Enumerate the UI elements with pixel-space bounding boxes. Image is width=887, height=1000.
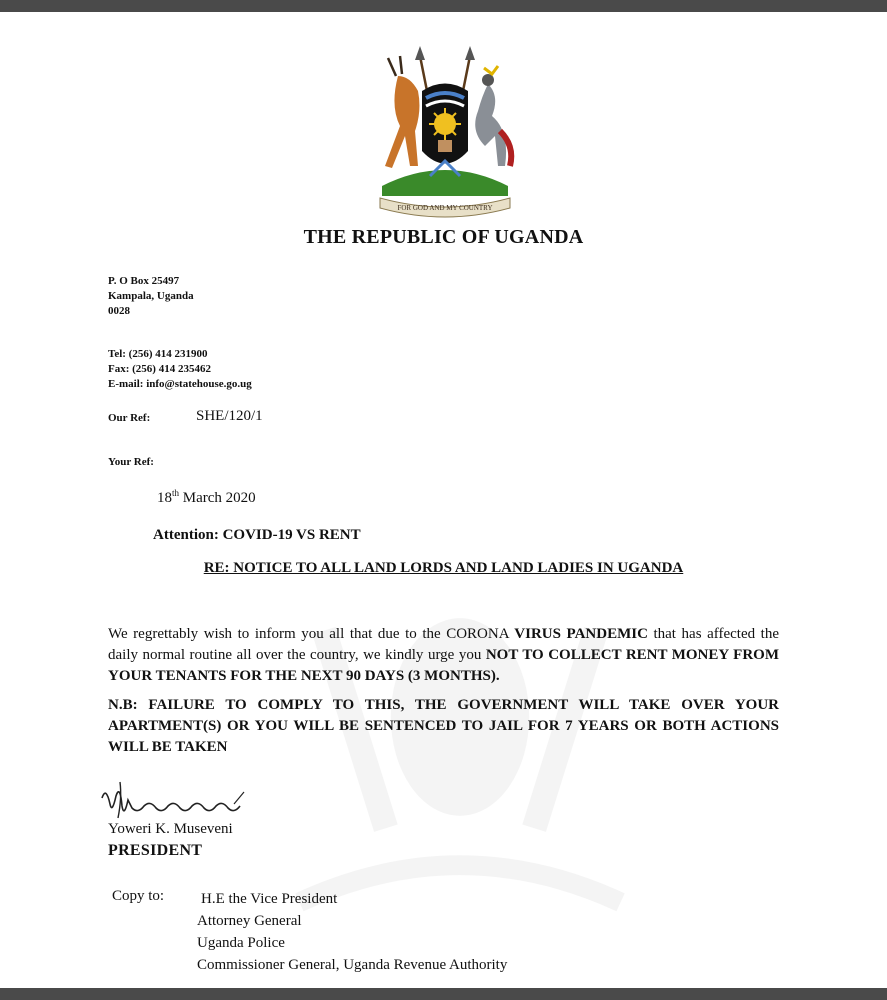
- contact-block: [108, 347, 252, 392]
- letter-date: [157, 488, 256, 507]
- email-line: E-mail: info@statehouse.go.ug: [108, 378, 252, 390]
- copy-recipient: Uganda Police: [197, 935, 285, 951]
- body-text-3: that has affected the daily normal routine all over the country, we kindly urge you: [108, 626, 779, 663]
- signatory-title: PRESIDENT: [108, 842, 203, 859]
- body-text-4: NOT TO COLLECT RENT MONEY FROM YOUR TENANTS FOR THE NEXT 90 DAYS (3 MONTHS).: [108, 647, 779, 684]
- fax-line: Fax: (256) 414 235462: [108, 363, 211, 375]
- address-line: P. O Box 25497: [108, 275, 180, 287]
- nb-paragraph: N.B: FAILURE TO COMPLY TO THIS, THE GOVERNMENT WILL TAKE OVER YOUR APARTMENT(S) OR YOU WILL BE SENTENCED TO JAIL FOR 7 YEARS OR BOTH ACTIONS WILL BE TAKEN: [108, 697, 779, 755]
- our-ref-value: SHE/120/1: [196, 408, 263, 424]
- date-suffix: th: [172, 488, 180, 498]
- signatory-name: Yoweri K. Museveni: [108, 821, 233, 837]
- copy-recipients: [197, 888, 507, 976]
- letter-page: [0, 12, 887, 988]
- body-paragraph: [108, 624, 779, 687]
- svg-text:FOR GOD AND MY COUNTRY: FOR GOD AND MY COUNTRY: [397, 204, 493, 212]
- tel-line: Tel: (256) 414 231900: [108, 348, 208, 360]
- subject-line: RE: NOTICE TO ALL LAND LORDS AND LAND LADIES IN UGANDA: [203, 560, 684, 576]
- copy-recipient: H.E the Vice President: [201, 891, 338, 907]
- postal-address: [108, 274, 194, 319]
- body-text-1: We regrettably wish to inform you all that due to the CORONA: [108, 626, 515, 642]
- date-day: 18: [157, 490, 172, 506]
- address-line: 0028: [108, 305, 130, 317]
- copy-recipient: Attorney General: [197, 913, 302, 929]
- attention-line: Attention: COVID-19 VS RENT: [153, 527, 361, 543]
- our-ref-label: Our Ref:: [108, 412, 151, 424]
- address-line: Kampala, Uganda: [108, 290, 194, 302]
- copy-recipient: Commissioner General, Uganda Revenue Authority: [197, 957, 508, 973]
- copy-to-label: Copy to:: [112, 888, 165, 904]
- body-text-2: VIRUS PANDEMIC: [514, 626, 648, 642]
- your-ref-label: Your Ref:: [108, 456, 154, 468]
- uganda-coat-of-arms: [360, 36, 530, 226]
- republic-heading: THE REPUBLIC OF UGANDA: [303, 226, 584, 248]
- date-month-year: March 2020: [182, 490, 256, 506]
